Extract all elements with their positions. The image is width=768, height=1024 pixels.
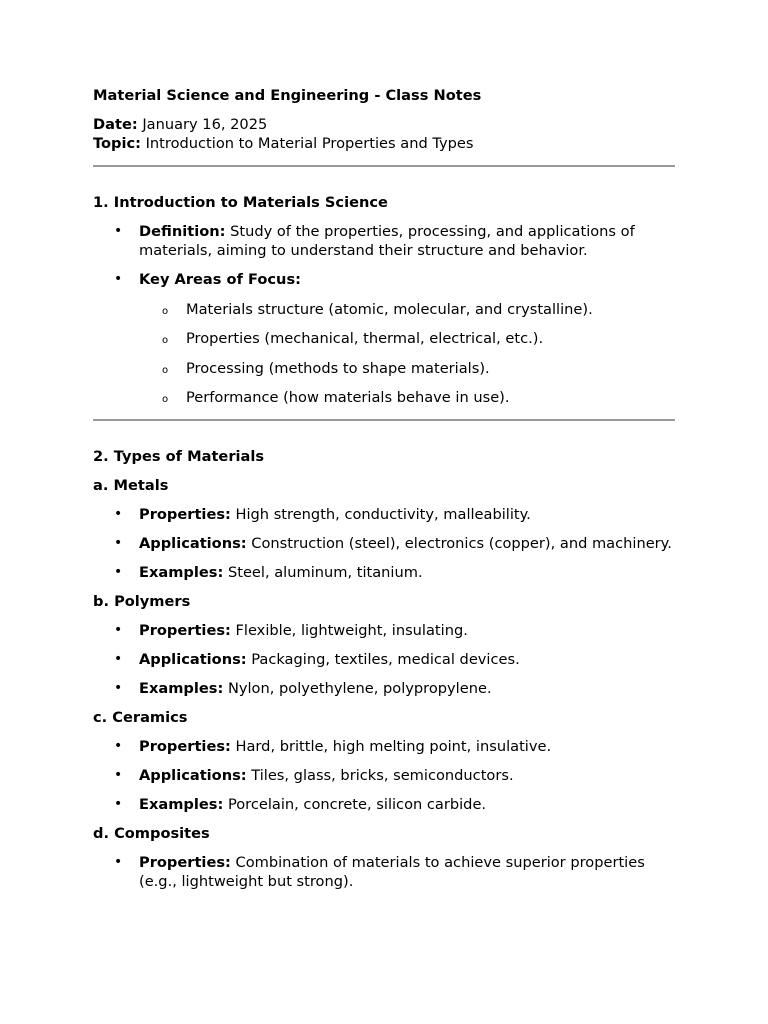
section-1-title: 1. Introduction to Materials Science — [93, 193, 388, 211]
definition-item — [93, 222, 675, 261]
bullet-icon: • — [114, 222, 123, 239]
focus-label: Key Areas of Focus: — [139, 271, 301, 288]
ceramics-applications: • Applications: Tiles, glass, bricks, semiconductors. — [114, 766, 514, 784]
focus-sublist — [93, 300, 675, 408]
divider — [93, 419, 675, 421]
metals-title: a. Metals — [93, 476, 169, 494]
circle-bullet-icon: o — [162, 305, 169, 317]
ceramics-title: c. Ceramics — [93, 708, 188, 726]
metals-list — [93, 505, 675, 583]
definition-label: Definition: — [139, 222, 226, 240]
topic-value: Introduction to Material Properties and Types — [145, 135, 474, 152]
bullet-icon: • — [114, 505, 123, 522]
composites-title: d. Composites — [93, 824, 210, 842]
bullet-icon: • — [114, 650, 123, 667]
polymers-applications: • Applications: Packaging, textiles, medical devices. — [114, 650, 520, 668]
focus-subitem: o Performance (how materials behave in use). — [93, 388, 675, 408]
bullet-icon: • — [114, 621, 123, 638]
section-2-title: 2. Types of Materials — [93, 447, 265, 465]
focus-subitem: o Processing (methods to shape materials). — [93, 359, 675, 379]
bullet-icon: • — [114, 271, 123, 287]
polymers-list — [93, 621, 675, 699]
topic-line — [93, 134, 675, 154]
ceramics-list — [93, 737, 675, 815]
bullet-icon: • — [114, 795, 123, 812]
circle-bullet-icon: o — [162, 335, 169, 346]
focus-item — [93, 270, 675, 290]
metals-applications: • Applications: Construction (steel), electronics (copper), and machinery. — [114, 534, 672, 552]
composites-properties: • Properties: Combination of materials to achieve superior properties (e.g., lightweight but strong). — [114, 853, 645, 890]
bullet-icon: • — [114, 679, 123, 696]
ceramics-properties: • Properties: Hard, brittle, high melting point, insulative. — [114, 737, 552, 755]
circle-bullet-icon: o — [162, 394, 169, 405]
composites-list — [93, 853, 675, 892]
metals-examples: • Examples: Steel, aluminum, titanium. — [114, 563, 423, 581]
bullet-icon: • — [114, 737, 123, 754]
polymers-title: b. Polymers — [93, 592, 191, 610]
polymers-examples: • Examples: Nylon, polyethylene, polypropylene. — [114, 679, 492, 697]
bullet-icon: • — [114, 853, 123, 870]
date-label: Date: — [93, 115, 138, 133]
bullet-icon: • — [114, 766, 123, 783]
date-value: January 16, 2025 — [142, 115, 268, 133]
divider — [93, 165, 675, 167]
ceramics-examples: • Examples: Porcelain, concrete, silicon carbide. — [114, 795, 487, 813]
metals-properties: • Properties: High strength, conductivity, malleability. — [114, 505, 531, 523]
document-title: Material Science and Engineering - Class Notes — [93, 87, 482, 104]
focus-subitem: o Materials structure (atomic, molecular, and crystalline). — [93, 300, 675, 320]
circle-bullet-icon: o — [162, 364, 169, 376]
focus-subitem: o Properties (mechanical, thermal, electrical, etc.). — [93, 329, 675, 349]
topic-label: Topic: — [93, 135, 141, 152]
definition-text: Study of the properties, processing, and applications of materials, aiming to understand their structure and behavior. — [139, 222, 635, 259]
date-line — [93, 115, 675, 135]
bullet-icon: • — [114, 534, 123, 551]
document-content — [93, 86, 675, 892]
document-meta — [93, 115, 675, 154]
section-1-list — [93, 222, 675, 290]
polymers-properties: • Properties: Flexible, lightweight, insulating. — [114, 621, 468, 639]
bullet-icon: • — [114, 563, 123, 580]
